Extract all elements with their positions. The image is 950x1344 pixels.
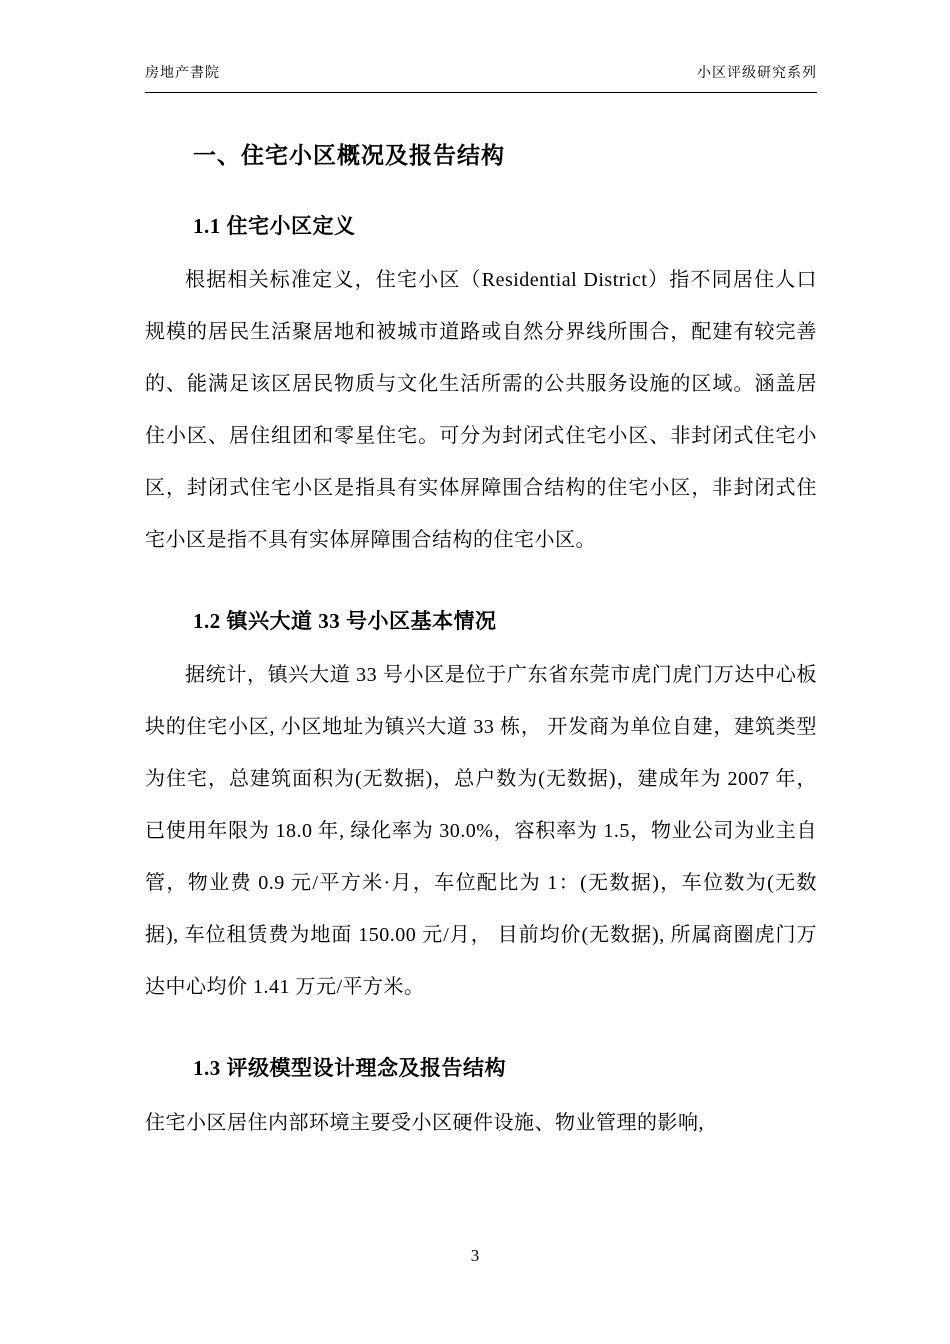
page-footer — [0, 1246, 950, 1266]
document-body — [145, 95, 817, 1169]
section-paragraph-1-2: 据统计，镇兴大道 33 号小区是位于广东省东莞市虎门虎门万达中心板块的住宅小区, 小区地址为镇兴大道 33 栋， 开发商为单位自建，建筑类型为住宅，总建筑面积为(无数据)，总户数为(无数据)，建成年为 2007 年，已使用年限为 18.0 年, 绿化率为 30.0%，容积率为 1.5，物业公司为业主自管，物业费 0.9 元/平方米·月，车位配比为 1：(无数据)，车位数为(无数据), 车位租赁费为地面 150.00 元/月， 目前均价(无数据), 所属商圈虎门万达中心均价 1.41 万元/平方米。 — [145, 664, 817, 999]
header-left-text: 房地产書院 — [145, 66, 220, 81]
section-heading-1-1: 1.1 住宅小区定义 — [193, 213, 356, 238]
page-header — [145, 62, 817, 93]
section-paragraph-1-1: 根据相关标准定义，住宅小区（Residential District）指不同居住人口规模的居民生活聚居地和被城市道路或自然分界线所围合，配建有较完善的、能满足该区居民物质与文化生活所需的公共服务设施的区域。涵盖居住小区、居住组团和零星住宅。可分为封闭式住宅小区、非封闭式住宅小区，封闭式住宅小区是指具有实体屏障围合结构的住宅小区，非封闭式住宅小区是指不具有实体屏障围合结构的住宅小区。 — [145, 269, 817, 552]
section-heading-1-2: 1.2 镇兴大道 33 号小区基本情况 — [193, 609, 497, 634]
section-heading-1-3: 1.3 评级模型设计理念及报告结构 — [193, 1056, 506, 1081]
document-title: 一、住宅小区概况及报告结构 — [193, 143, 505, 168]
section-paragraph-1-3: 住宅小区居住内部环境主要受小区硬件设施、物业管理的影响, — [145, 1111, 704, 1134]
page-number: 3 — [470, 1246, 480, 1265]
header-right-text: 小区评级研究系列 — [697, 66, 817, 81]
